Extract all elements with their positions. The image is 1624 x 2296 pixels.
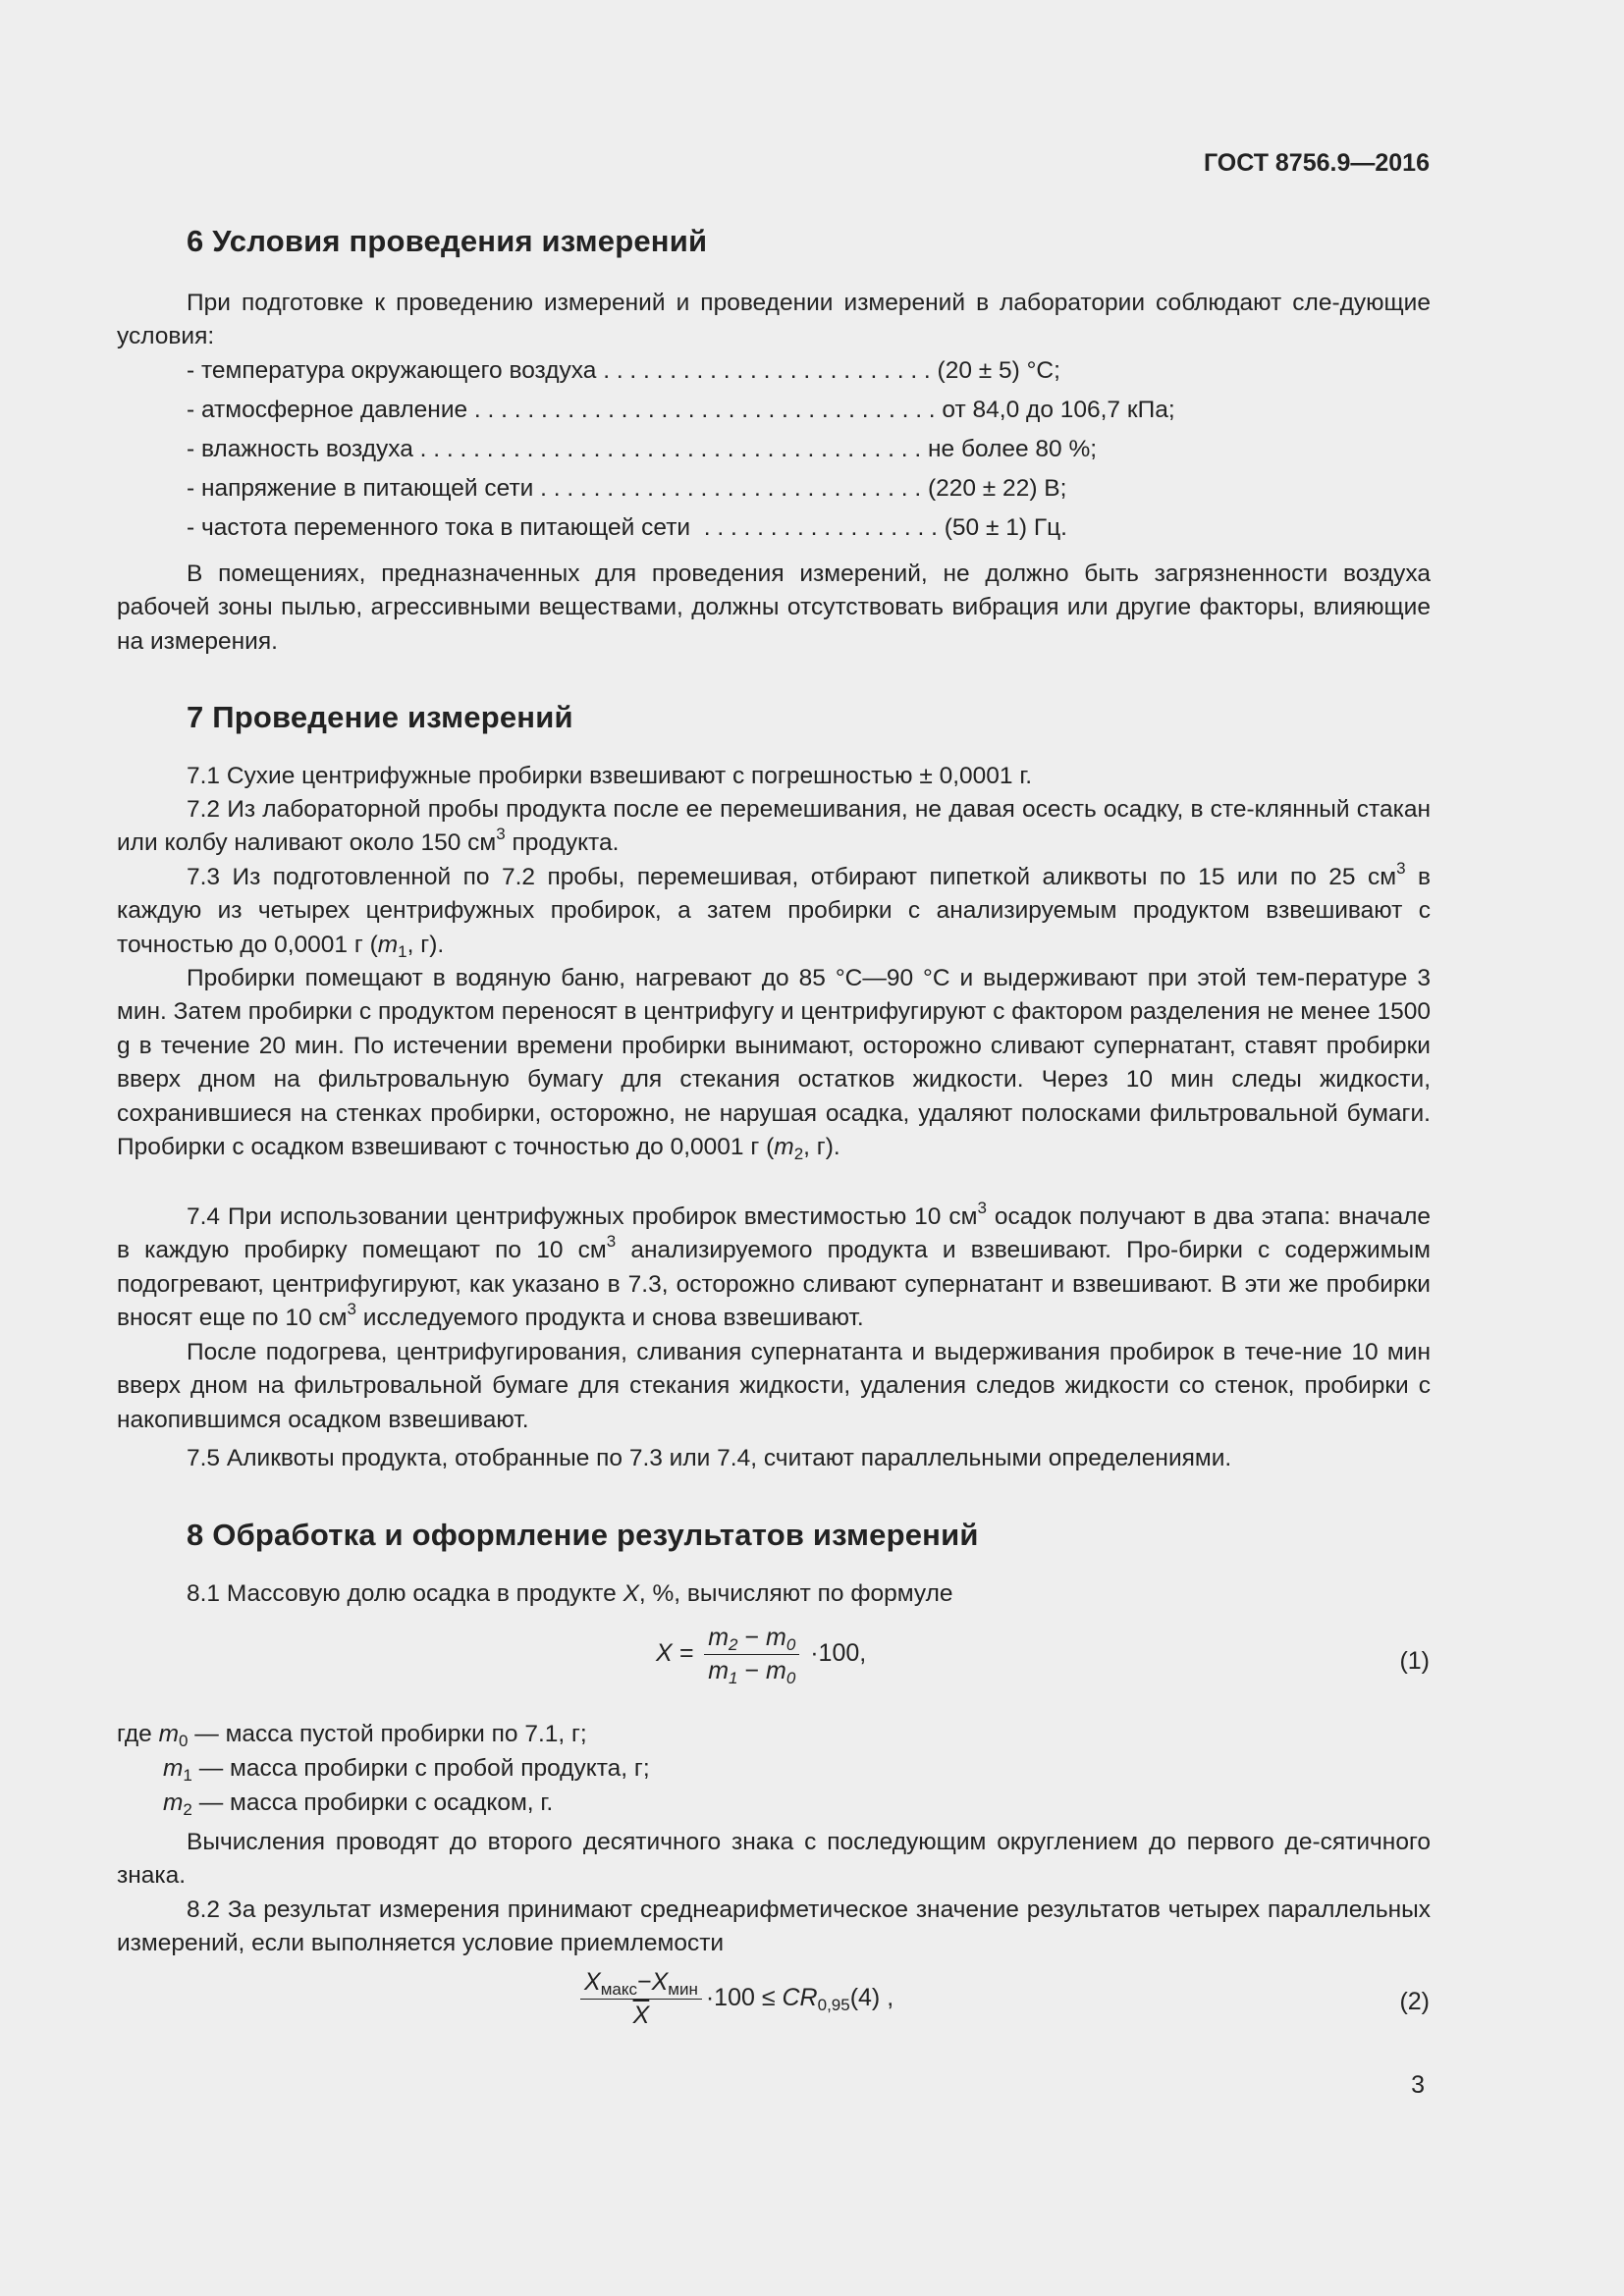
section-6-title: 6 Условия проведения измерений <box>187 224 708 258</box>
formula-1-number: (1) <box>1399 1647 1430 1675</box>
paragraph-7-3-procedure: Пробирки помещают в водяную баню, нагревают до 85 °С—90 °С и выдерживают при этой тем-пературе 3 мин. Затем пробирки с продуктом переносят в центрифугу и центрифугируют с фактором разделения не менее 1500 g в течение 20 мин. По истечении времени пробирки вынимают, осторожно сливают супернатант, ставят пробирки вверх дном на фильтровальную бумагу для стекания остатков жидкости. Через 10 мин следы жидкости, сохранившиеся на стенках пробирки, осторожно, не нарушая осадка, удаляют полосками фильтровальной бумаги. Пробирки с осадком взвешивают с точностью до 0,0001 г ($m_2$, г). <box>117 965 1431 1164</box>
condition-item: - температура окружающего воздуха . . . . . . . . . . . . . . . . . . . . . . . . . (20 ± 5) °С; <box>187 357 1060 384</box>
page-number: 3 <box>1411 2071 1425 2099</box>
standard-designation: ГОСТ 8756.9—2016 <box>1203 149 1430 177</box>
legend-m1: $m_1$ — масса пробирки с пробой продукта, г; <box>163 1755 650 1785</box>
section-8-title: 8 Обработка и оформление результатов измерений <box>187 1518 979 1552</box>
formula-2-fraction: $\frac{X_{макс}-X_{мин}}{X}$ <box>580 1968 702 2030</box>
condition-item: - напряжение в питающей сети . . . . . . . . . . . . . . . . . . . . . . . . . . . . . (220 ± 22) В; <box>187 475 1067 502</box>
paragraph-7-3: 7.3 Из подготовленной по 7.2 пробы, перемешивая, отбирают пипеткой аликвоты по 15 или по 25 $см^3$ в каждую из четырех центрифужных пробирок, а затем пробирки с анализируемым продуктом взвешивают с точностью до 0,0001 г ($m_1$, г). <box>117 859 1431 961</box>
condition-item: - атмосферное давление . . . . . . . . . . . . . . . . . . . . . . . . . . . . . . . . . . . от 84,0 до 106,7 кПа; <box>187 397 1175 423</box>
rounding-note: Вычисления проводят до второго десятичного знака с последующим округлением до первого де-сятичного знака. <box>117 1829 1431 1890</box>
paragraph-7-5: 7.5 Аликвоты продукта, отобранные по 7.3 или 7.4, считают параллельными определениями. <box>187 1445 1232 1471</box>
paragraph-8-2: 8.2 За результат измерения принимают среднеарифметическое значение результатов четырех параллельных измерений, если выполняется условие приемлемости <box>117 1896 1431 1957</box>
formula-1-fraction: $\frac{m_2 - m_0}{m_1 - m_0}$ <box>704 1624 799 1685</box>
paragraph-7-1: 7.1 Сухие центрифужные пробирки взвешивают с погрешностью ± 0,0001 г. <box>187 763 1033 789</box>
paragraph-7-2: 7.2 Из лабораторной пробы продукта после ее перемешивания, не давая осесть осадку, в сте-клянный стакан или колбу наливают около 150 $см^3$ продукта. <box>117 796 1431 857</box>
section-6-note: В помещениях, предназначенных для проведения измерений, не должно быть загрязненности воздуха рабочей зоны пылью, агрессивными веществами, должны отсутствовать вибрация или другие факторы, влияющие на измерения. <box>117 561 1431 655</box>
formula-2-number: (2) <box>1399 1988 1430 2015</box>
section-6-intro: При подготовке к проведению измерений и проведении измерений в лаборатории соблюдают сле-дующие условия: <box>117 290 1431 350</box>
condition-item: - частота переменного тока в питающей сети . . . . . . . . . . . . . . . . . . (50 ± 1) Гц. <box>187 514 1067 541</box>
paragraph-7-4-continued: После подогрева, центрифугирования, сливания супернатанта и выдерживания пробирок в тече-ние 10 мин вверх дном на фильтровальной бумаге для стекания жидкости, удаления следов жидкости со стенок, пробирки с накопившимся осадком взвешивают. <box>117 1339 1431 1433</box>
legend-m0: где $m_0$ — масса пустой пробирки по 7.1, г; <box>117 1721 587 1750</box>
paragraph-7-4: 7.4 При использовании центрифужных пробирок вместимостью 10 $см^3$ осадок получают в два этапа: вначале в каждую пробирку помещают по 10 $см^3$ анализируемого продукта и взвешивают. Про-бирки с содержимым подогревают, центрифугируют, как указано в 7.3, осторожно сливают супернатант и взвешивают. В эти же пробирки вносят еще по 10 $см^3$ исследуемого продукта и снова взвешивают. <box>117 1199 1431 1332</box>
legend-m2: $m_2$ — масса пробирки с осадком, г. <box>163 1789 554 1819</box>
section-7-title: 7 Проведение измерений <box>187 700 573 734</box>
formula-1: X = $\frac{m_2 - m_0}{m_1 - m_0}$ ·100, <box>656 1624 867 1687</box>
paragraph-8-1: 8.1 Массовую долю осадка в продукте X, %, вычисляют по формуле <box>187 1580 953 1607</box>
condition-item: - влажность воздуха . . . . . . . . . . . . . . . . . . . . . . . . . . . . . . . . . . . . . . не более 80 %; <box>187 436 1098 462</box>
formula-2: $\frac{X_{макс}-X_{мин}}{X}$ $\cdot 100 \le CR_{0,95}(4)$ , <box>576 1968 893 2030</box>
